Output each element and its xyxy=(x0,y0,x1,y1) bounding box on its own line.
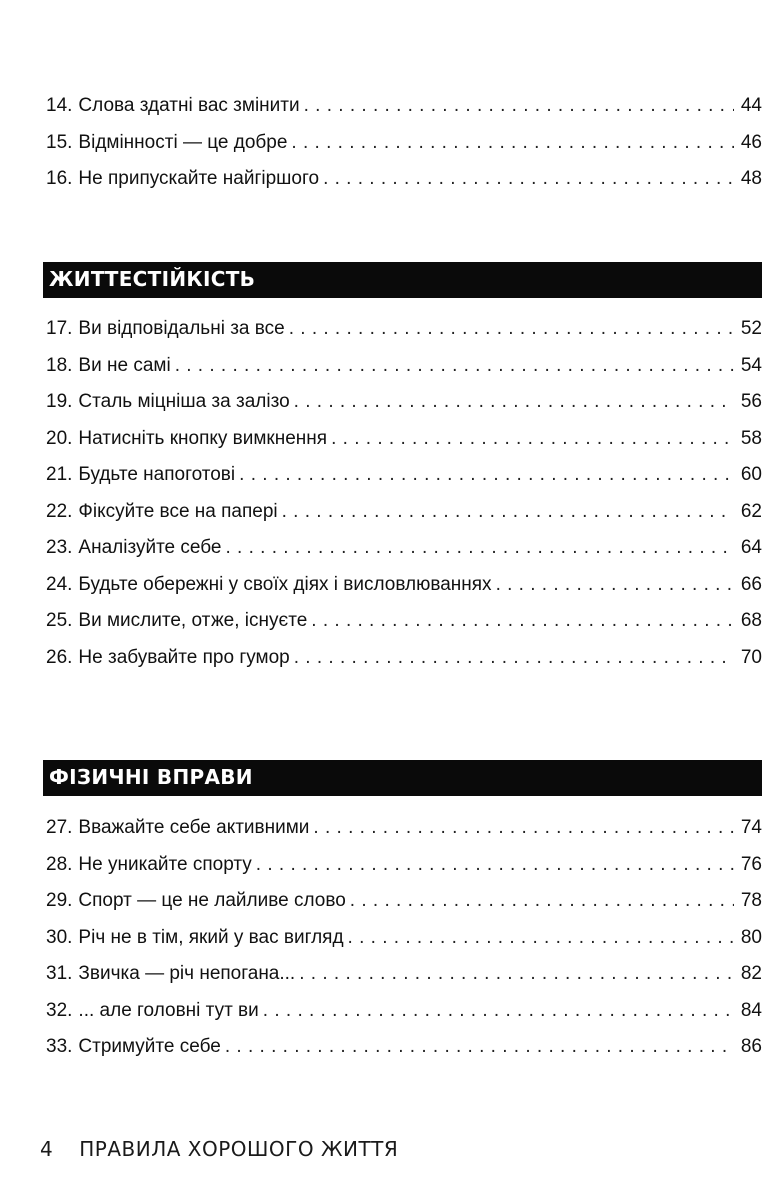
entry-number: 19. xyxy=(46,391,73,412)
entry-title: Ви мислите, отже, існуєте xyxy=(78,610,308,631)
entry-number: 14. xyxy=(46,95,73,116)
entry-title: Ви не самі xyxy=(78,354,171,376)
entry-page: 60 xyxy=(740,464,762,485)
section-rule xyxy=(43,794,762,796)
toc-entry[interactable] xyxy=(46,348,762,385)
toc-entry[interactable] xyxy=(46,421,762,458)
entry-title: Будьте обережні у своїх діях і висловлюваннях xyxy=(78,573,492,595)
entry-page: 80 xyxy=(740,926,762,948)
entry-page: 78 xyxy=(740,890,762,911)
toc-entry[interactable] xyxy=(46,993,762,1030)
dot-leader xyxy=(225,1029,734,1066)
dot-leader xyxy=(496,567,734,604)
toc-entry[interactable] xyxy=(46,847,762,884)
dot-leader xyxy=(226,530,735,567)
entry-title: Стримуйте себе xyxy=(78,1036,221,1057)
entry-title: Аналізуйте себе xyxy=(78,537,222,558)
toc-entry[interactable] xyxy=(46,920,762,957)
entry-number: 15. xyxy=(46,131,73,153)
entry-title: Спорт — це не лайливе слово xyxy=(78,890,346,911)
entry-page: 68 xyxy=(740,610,762,631)
dot-leader xyxy=(323,161,734,198)
toc-entry[interactable] xyxy=(46,883,762,920)
dot-leader xyxy=(289,311,734,348)
toc-entry[interactable] xyxy=(46,810,762,847)
dot-leader xyxy=(263,993,734,1030)
toc-entry[interactable] xyxy=(46,494,762,531)
entry-title: Не забувайте про гумор xyxy=(78,646,290,668)
dot-leader xyxy=(291,125,734,162)
entry-page: 52 xyxy=(740,318,762,339)
entry-page: 86 xyxy=(740,1036,762,1057)
dot-leader xyxy=(175,348,734,385)
toc-entry[interactable] xyxy=(46,311,762,348)
toc-group-top xyxy=(46,88,762,198)
toc-entry[interactable] xyxy=(46,603,762,640)
entry-number: 29. xyxy=(46,890,73,911)
dot-leader xyxy=(282,494,734,531)
entry-title: Будьте напоготові xyxy=(78,464,236,485)
entry-title: Слова здатні вас змінити xyxy=(78,95,300,116)
toc-entry[interactable] xyxy=(46,161,762,198)
toc-group-exercise xyxy=(46,810,762,1066)
section-heading-resilience: ЖИТТЕСТІЙКІСТЬ xyxy=(43,262,762,296)
entry-number: 31. xyxy=(46,963,73,984)
section-heading-exercise: ФІЗИЧНІ ВПРАВИ xyxy=(43,760,762,794)
entry-title: Натисніть кнопку вимкнення xyxy=(78,427,328,449)
entry-title: Сталь міцніша за залізо xyxy=(78,391,290,412)
entry-number: 24. xyxy=(46,573,73,595)
entry-number: 20. xyxy=(46,427,73,449)
dot-leader xyxy=(299,956,734,993)
entry-number: 17. xyxy=(46,318,73,339)
entry-number: 30. xyxy=(46,926,73,948)
entry-page: 56 xyxy=(740,391,762,412)
dot-leader xyxy=(348,920,734,957)
toc-entry[interactable] xyxy=(46,956,762,993)
dot-leader xyxy=(311,603,734,640)
entry-title: Річ не в тім, який у вас вигляд xyxy=(78,926,344,948)
entry-number: 22. xyxy=(46,500,73,522)
dot-leader xyxy=(313,810,734,847)
entry-number: 18. xyxy=(46,354,73,376)
toc-entry[interactable] xyxy=(46,567,762,604)
toc-entry[interactable] xyxy=(46,125,762,162)
entry-title: Вважайте себе активними xyxy=(78,817,310,838)
entry-title: Ви відповідальні за все xyxy=(78,318,285,339)
entry-page: 70 xyxy=(740,646,762,668)
entry-page: 62 xyxy=(740,500,762,522)
section-rule xyxy=(43,296,762,298)
dot-leader xyxy=(239,457,734,494)
entry-number: 16. xyxy=(46,168,73,189)
entry-page: 66 xyxy=(740,573,762,595)
dot-leader xyxy=(294,384,734,421)
dot-leader xyxy=(256,847,734,884)
entry-number: 33. xyxy=(46,1036,73,1057)
dot-leader xyxy=(331,421,734,458)
toc-group-resilience xyxy=(46,311,762,676)
entry-page: 76 xyxy=(740,853,762,875)
entry-number: 32. xyxy=(46,999,73,1021)
entry-page: 84 xyxy=(740,999,762,1021)
toc-entry[interactable] xyxy=(46,88,762,125)
dot-leader xyxy=(304,88,734,125)
toc-entry[interactable] xyxy=(46,457,762,494)
entry-number: 25. xyxy=(46,610,73,631)
entry-page: 54 xyxy=(740,354,762,376)
toc-entry[interactable] xyxy=(46,640,762,677)
entry-title: Не припускайте найгіршого xyxy=(78,168,320,189)
dot-leader xyxy=(350,883,734,920)
entry-number: 21. xyxy=(46,464,73,485)
entry-page: 82 xyxy=(740,963,762,984)
entry-title: Не уникайте спорту xyxy=(78,853,252,875)
entry-number: 26. xyxy=(46,646,73,668)
entry-page: 58 xyxy=(740,427,762,449)
entry-number: 27. xyxy=(46,817,73,838)
page-number: 4 xyxy=(40,1137,54,1161)
entry-page: 44 xyxy=(740,95,762,116)
book-title: ПРАВИЛА ХОРОШОГО ЖИТТЯ xyxy=(79,1137,399,1161)
dot-leader xyxy=(294,640,734,677)
entry-number: 28. xyxy=(46,853,73,875)
entry-title: Фіксуйте все на папері xyxy=(78,500,278,522)
toc-entry[interactable] xyxy=(46,530,762,567)
entry-page: 48 xyxy=(740,168,762,189)
toc-entry[interactable] xyxy=(46,384,762,421)
entry-page: 64 xyxy=(740,537,762,558)
toc-entry[interactable] xyxy=(46,1029,762,1066)
entry-page: 74 xyxy=(740,817,762,838)
entry-title: Відмінності — це добре xyxy=(78,131,288,153)
entry-title: Звичка — річ непогана... xyxy=(78,963,296,984)
page-footer xyxy=(40,1137,398,1161)
entry-number: 23. xyxy=(46,537,73,558)
entry-title: ... але головні тут ви xyxy=(78,999,259,1021)
entry-page: 46 xyxy=(740,131,762,153)
